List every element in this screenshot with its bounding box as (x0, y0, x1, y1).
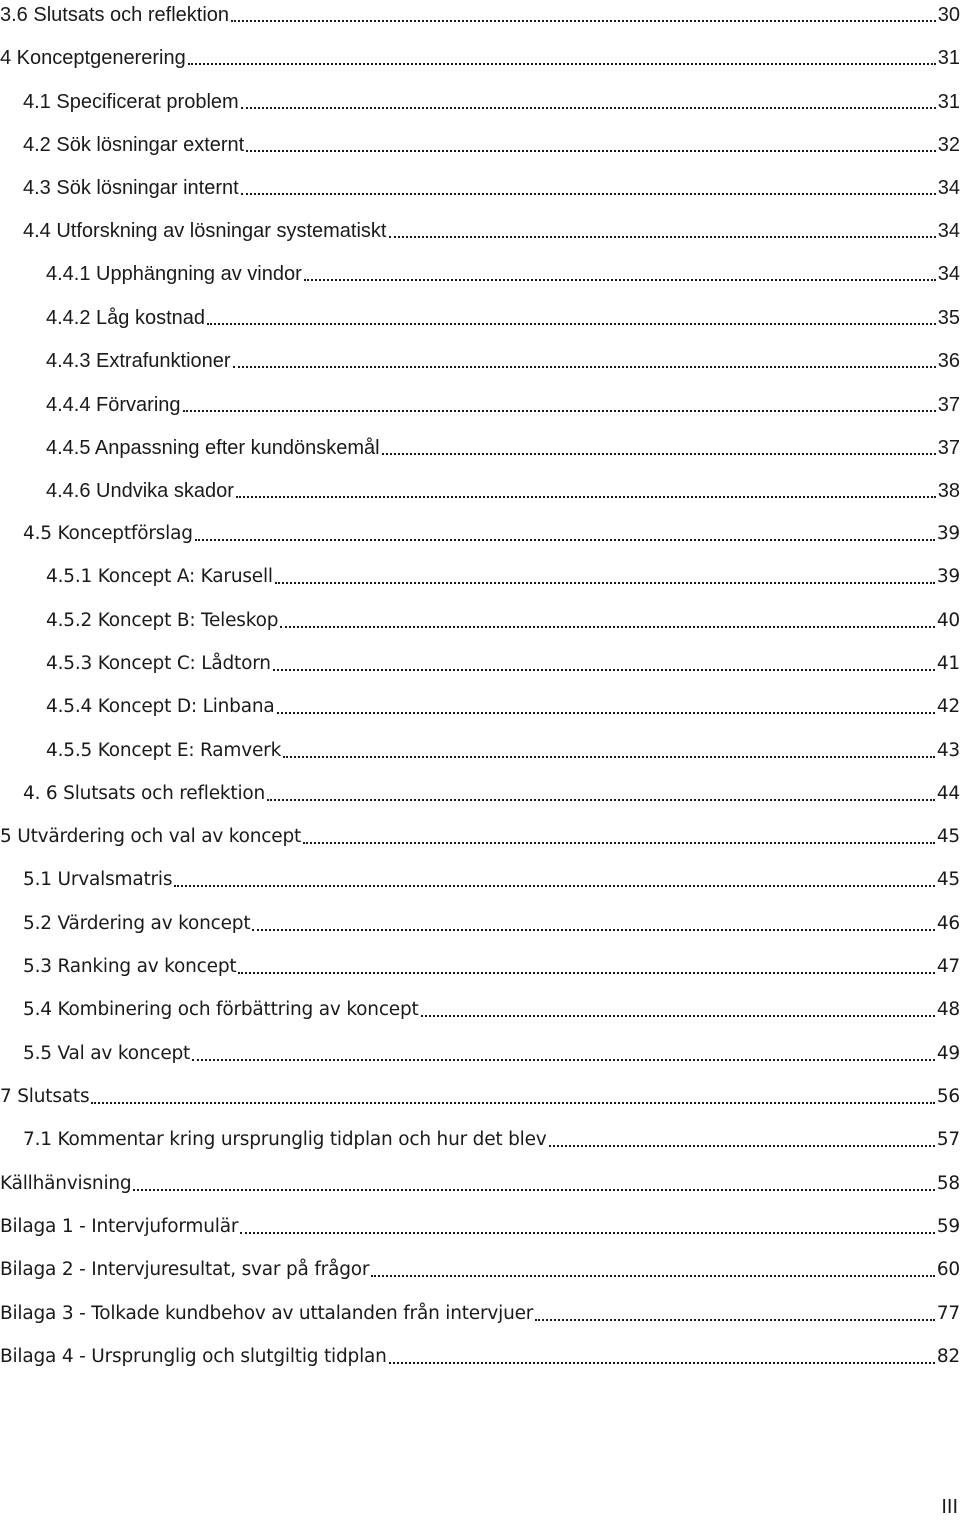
toc-entry-title: 4.5.3 Koncept C: Lådtorn (46, 653, 271, 674)
toc-entry-title: 4. 6 Slutsats och reflektion (23, 783, 266, 804)
toc-entry[interactable] (46, 603, 960, 633)
toc-entry-title: Bilaga 3 - Tolkade kundbehov av uttalanden från intervjuer (0, 1303, 534, 1324)
toc-entry-page: 32 (937, 134, 960, 156)
toc-entry-page: 49 (936, 1043, 960, 1064)
toc-entry[interactable] (23, 906, 960, 936)
toc-entry-title: Källhänvisning (0, 1173, 132, 1194)
toc-entry-page: 36 (937, 350, 960, 372)
toc-entry[interactable] (0, 1252, 960, 1282)
toc-entry-title: 7 Slutsats (0, 1086, 90, 1107)
toc-dot-leader (207, 306, 936, 330)
toc-entry-page: 31 (937, 47, 960, 69)
toc-dot-leader (183, 393, 936, 417)
toc-entry-title: 4.4.6 Undvika skador (46, 480, 234, 502)
toc-dot-leader (549, 1128, 935, 1152)
toc-entry-title: 4.4.4 Förvaring (46, 394, 181, 416)
toc-entry-title: Bilaga 4 - Ursprunglig och slutgiltig tidplan (0, 1346, 387, 1367)
toc-entry-page: 60 (936, 1259, 960, 1280)
toc-entry-page: 45 (936, 869, 960, 890)
toc-entry-title: 5.2 Värdering av koncept (23, 913, 251, 934)
toc-dot-leader (192, 1042, 935, 1066)
toc-entry[interactable] (23, 516, 960, 546)
toc-dot-leader (246, 133, 936, 157)
toc-dot-leader (277, 695, 935, 719)
toc-entry[interactable] (23, 213, 960, 243)
toc-dot-leader (195, 522, 935, 546)
toc-entry[interactable] (23, 127, 960, 157)
toc-entry[interactable] (0, 1079, 960, 1109)
toc-dot-leader (240, 1215, 935, 1239)
toc-dot-leader (241, 90, 936, 114)
toc-entry-title: 5 Utvärdering och val av koncept (0, 826, 302, 847)
toc-entry[interactable] (46, 256, 960, 286)
toc-dot-leader (188, 46, 936, 70)
toc-entry-page: 45 (936, 826, 960, 847)
toc-entry-page: 31 (937, 91, 960, 113)
toc-entry[interactable] (0, 1166, 960, 1196)
toc-entry[interactable] (23, 776, 960, 806)
toc-entry[interactable] (46, 559, 960, 589)
toc-dot-leader (174, 868, 935, 892)
toc-dot-leader (371, 1258, 935, 1282)
toc-entry-page: 56 (936, 1086, 960, 1107)
toc-entry-title: 4.5 Konceptförslag (23, 523, 193, 544)
toc-entry-title: 5.1 Urvalsmatris (23, 869, 173, 890)
toc-entry-page: 59 (936, 1216, 960, 1237)
toc-dot-leader (267, 782, 935, 806)
toc-dot-leader (283, 739, 935, 763)
toc-dot-leader (280, 609, 935, 633)
toc-dot-leader (273, 652, 935, 676)
toc-entry[interactable] (23, 949, 960, 979)
toc-entry-title: 4.5.5 Koncept E: Ramverk (46, 740, 282, 761)
toc-dot-leader (304, 262, 936, 286)
toc-entry[interactable] (46, 733, 960, 763)
toc-entry[interactable] (46, 430, 960, 460)
toc-entry-page: 82 (936, 1346, 960, 1367)
toc-entry[interactable] (23, 992, 960, 1022)
toc-entry-page: 58 (936, 1173, 960, 1194)
toc-entry-page: 34 (937, 263, 960, 285)
toc-entry-page: 44 (936, 783, 960, 804)
toc-entry-title: 4.2 Sök lösningar externt (23, 134, 245, 156)
toc-entry-page: 77 (936, 1303, 960, 1324)
toc-entry-title: 4.4.1 Upphängning av vindor (46, 263, 302, 285)
toc-entry-title: 5.4 Kombinering och förbättring av koncept (23, 999, 419, 1020)
toc-entry-page: 39 (936, 523, 960, 544)
toc-entry-title: 4.4.2 Låg kostnad (46, 307, 206, 329)
toc-entry-page: 48 (936, 999, 960, 1020)
toc-entry-title: Bilaga 1 - Intervjuformulär (0, 1216, 239, 1237)
toc-dot-leader (233, 349, 936, 373)
toc-entry-title: 4.3 Sök lösningar internt (23, 177, 239, 199)
toc-entry-title: 4.5.4 Koncept D: Linbana (46, 696, 275, 717)
toc-entry-page: 39 (936, 566, 960, 587)
toc-dot-leader (421, 998, 935, 1022)
toc-dot-leader (275, 565, 935, 589)
toc-entry[interactable] (46, 343, 960, 373)
toc-entry-title: 4.5.1 Koncept A: Karusell (46, 566, 273, 587)
toc-entry-page: 34 (937, 220, 960, 242)
toc-entry-title: 4.5.2 Koncept B: Teleskop (46, 610, 279, 631)
toc-dot-leader (231, 3, 936, 27)
toc-dot-leader (236, 479, 936, 503)
toc-entry-title: 5.5 Val av koncept (23, 1043, 191, 1064)
toc-dot-leader (389, 219, 936, 243)
toc-entry-title: 4.4.3 Extrafunktioner (46, 350, 231, 372)
toc-entry-page: 42 (936, 696, 960, 717)
toc-entry-page: 34 (937, 177, 960, 199)
toc-dot-leader (133, 1172, 934, 1196)
toc-entry[interactable] (46, 300, 960, 330)
toc-entry[interactable] (23, 84, 960, 114)
toc-entry[interactable] (0, 1296, 960, 1326)
toc-entry-page: 38 (937, 480, 960, 502)
toc-entry[interactable] (23, 1036, 960, 1066)
toc-dot-leader (303, 825, 935, 849)
toc-entry-page: 37 (937, 437, 960, 459)
toc-entry[interactable] (46, 387, 960, 417)
toc-dot-leader (535, 1302, 935, 1326)
toc-entry-title: 3.6 Slutsats och reflektion (0, 4, 230, 26)
page-number: III (941, 1496, 958, 1518)
toc-entry-title: 5.3 Ranking av koncept (23, 956, 237, 977)
toc-entry-page: 35 (937, 307, 960, 329)
toc-entry-title: 4.4.5 Anpassning efter kundönskemål (46, 437, 380, 459)
toc-entry-page: 40 (936, 610, 960, 631)
toc-entry[interactable] (23, 862, 960, 892)
toc-entry[interactable] (0, 0, 960, 27)
toc-entry-page: 57 (936, 1129, 960, 1150)
toc-dot-leader (241, 176, 936, 200)
toc-entry-title: 4.4 Utforskning av lösningar systematiskt (23, 220, 387, 242)
toc-dot-leader (382, 436, 936, 460)
toc-entry[interactable] (23, 1122, 960, 1152)
toc-entry-page: 43 (936, 740, 960, 761)
toc-dot-leader (91, 1085, 934, 1109)
toc-entry[interactable] (0, 819, 960, 849)
toc-entry-title: 7.1 Kommentar kring ursprunglig tidplan och hur det blev (23, 1129, 547, 1150)
toc-entry-page: 47 (936, 956, 960, 977)
toc-entry-page: 46 (936, 913, 960, 934)
toc-entry[interactable] (0, 1339, 960, 1369)
toc-dot-leader (389, 1345, 935, 1369)
toc-entry-title: 4.1 Specificerat problem (23, 91, 239, 113)
toc-entry[interactable] (0, 1209, 960, 1239)
toc-entry-title: 4 Konceptgenerering (0, 47, 186, 69)
toc-entry-page: 37 (937, 394, 960, 416)
toc-entry[interactable] (46, 473, 960, 503)
toc-dot-leader (252, 912, 934, 936)
toc-entry[interactable] (23, 170, 960, 200)
toc-entry-page: 41 (936, 653, 960, 674)
toc-entry-title: Bilaga 2 - Intervjuresultat, svar på frågor (0, 1259, 370, 1280)
toc-entry[interactable] (0, 40, 960, 70)
toc-entry[interactable] (46, 646, 960, 676)
toc-entry[interactable] (46, 689, 960, 719)
toc-dot-leader (238, 955, 934, 979)
toc-entry-page: 30 (937, 4, 960, 26)
